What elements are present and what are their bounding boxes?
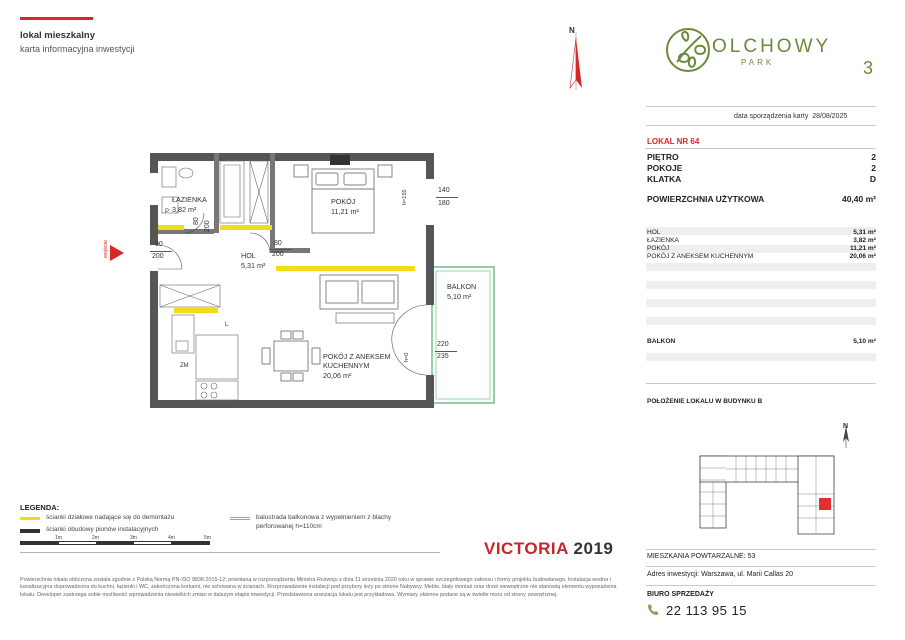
area-row: POWIERZCHNIA UŻYTKOWA 40,40 m² (647, 194, 876, 204)
scale-bar (20, 541, 210, 545)
dim-200a: 200 (152, 253, 164, 260)
plan-hall-name: HOL (241, 251, 256, 260)
rooms-row: POKOJE 2 (647, 163, 876, 173)
location-compass-label: N (843, 423, 849, 430)
compass-label: N (569, 26, 575, 35)
legend-item-balustrade: balustrada balkonowa z wypełnieniem z blachy (256, 514, 392, 521)
unit-number: LOKAL NR 64 (647, 137, 700, 146)
plan-living-name-2: KUCHENNYM (323, 361, 370, 370)
phone-icon (647, 603, 659, 616)
dim-140: 140 (438, 187, 450, 194)
table-stripe (646, 317, 876, 325)
divider (646, 549, 876, 550)
plan-balcony-area: 5,10 m² (447, 292, 472, 301)
dim-90: 90 (155, 241, 163, 248)
floor-plan (100, 145, 500, 410)
dim-80b: 80 (193, 217, 200, 225)
dim-line (436, 197, 458, 198)
scale-label-2m: 2m (92, 535, 99, 541)
legend-item-shaft: ścianki obudowy pionów instalacyjnych (46, 526, 159, 533)
dim-sill-2: h=0 (404, 352, 410, 362)
dim-200c: 200 (204, 220, 211, 232)
dim-line (435, 351, 457, 352)
plan-living-name: POKÓJ Z ANEKSEM (323, 352, 391, 361)
legend-swatch-shaft (20, 529, 40, 533)
room-row-pokoj: POKÓJ 11,21 m² (647, 245, 876, 252)
legend-divider (20, 552, 440, 553)
plan-zm-label: ZM (180, 363, 189, 369)
plan-living-area: 20,06 m² (323, 371, 352, 380)
divider (646, 125, 876, 126)
dim-180: 180 (438, 200, 450, 207)
page-subtitle: karta informacyjna inwestycji (20, 44, 135, 54)
dim-235: 235 (437, 353, 449, 360)
plan-bathroom-area: 3,82 m² (172, 205, 197, 214)
stair-row: KLATKA D (647, 174, 876, 184)
scale-label-5m: 5m (204, 535, 211, 541)
divider (646, 585, 876, 586)
dim-line (150, 251, 172, 252)
location-title: POŁOŻENIE LOKALU W BUDYNKU B (647, 398, 763, 405)
divider (646, 383, 876, 384)
room-row-hol: HOL 5,31 m² (647, 229, 876, 236)
sales-phone-link[interactable]: 22 113 95 15 (666, 603, 747, 618)
legend-swatch-balustrade (230, 517, 250, 520)
floor-row: PIĘTRO 2 (647, 152, 876, 162)
dim-sill-1: h=155 (402, 189, 408, 205)
dim-220: 220 (437, 341, 449, 348)
dim-80a: 80 (274, 240, 282, 247)
plan-room-area: 11,21 m² (331, 207, 359, 216)
scale-label-1m: 1m (55, 535, 62, 541)
dim-200b: 200 (272, 251, 284, 258)
legend-title: LEGENDA: (20, 503, 60, 512)
plan-l-label: L (225, 322, 229, 328)
sales-office-title: BIURO SPRZEDAŻY (647, 591, 714, 598)
dim-line (270, 249, 292, 250)
legend-swatch-demountable (20, 517, 40, 520)
olchowy-leaf-logo-icon (664, 22, 712, 78)
logo-number: 3 (863, 58, 874, 78)
room-row-balkon: BALKON 5,10 m² (647, 338, 876, 345)
scale-label-4m: 4m (168, 535, 175, 541)
footnote: Powierzchnia lokalu obliczona zostala zgodnie z Polską Normą PN-ISO 9836:2015-12; powołaną w rozporządzeniu Ministra Rozwoju z dnia 11 września 2020 roku w sprawie szczegółowego zakresu i formy projektu budowlanego. Instalacja wodna i kanalizacyjna doprowadzona do kuchni, łazienki i WC, zakończona korkami, nie schowana w ścianach. Rozprowadzenie instalacji pod przybory leży po stronie Nabywcy. Meble, biały montaż oraz drzwi wewnętrzne nie stanowią elementu wyposażenia lokalu. Developer zastrzega sobie możliwość wprowadzenia niewielkich zmian w dalszym etapie inwestycji. Przedstawiona aranżacja lokalu jest przykładowa. Wymiary okienne podane są w świetle muru od strony zewnętrznej. (20, 577, 617, 598)
table-stripe (646, 263, 876, 271)
plan-hall-area: 5,31 m² (241, 261, 266, 270)
table-stripe (646, 299, 876, 307)
building-location-map (690, 418, 860, 543)
divider (646, 106, 876, 107)
legend-item-demountable: ścianki działowe nadające się do demontażu (46, 514, 175, 521)
compass-arrow-icon (560, 24, 590, 94)
divider (646, 148, 876, 149)
logo-park: PARK (741, 58, 775, 67)
plan-room-name: POKÓJ (331, 197, 356, 206)
page-title: lokal mieszkalny (20, 30, 95, 41)
legend-item-balustrade-2: perforowanej h=110cm (256, 523, 322, 530)
investment-address: Adres inwestycji: Warszawa, ul. Marii Callas 20 (647, 571, 794, 578)
room-row-lazienka: ŁAZIENKA 3,82 m² (647, 237, 876, 244)
logo-wordmark: OLCHOWY (712, 36, 832, 57)
developer-logo: VICTORIA 2019 (484, 539, 614, 558)
repeated-units: MIESZKANIA POWTARZALNE: 53 (647, 553, 756, 560)
plan-balcony-name: BALKON (447, 282, 477, 291)
table-stripe (646, 353, 876, 361)
table-stripe (646, 281, 876, 289)
header-accent-bar (20, 17, 93, 20)
room-row-pokoj-aneks: POKÓJ Z ANEKSEM KUCHENNYM 20,06 m² (647, 253, 876, 260)
plan-bathroom-name: ŁAZIENKA (172, 195, 207, 204)
scale-label-3m: 3m (130, 535, 137, 541)
plan-p-label: P (165, 209, 170, 215)
plan-entrance-label: wejście (103, 239, 109, 258)
divider (646, 566, 876, 567)
card-date: data sporządzenia karty 28/08/2025 (734, 113, 848, 120)
